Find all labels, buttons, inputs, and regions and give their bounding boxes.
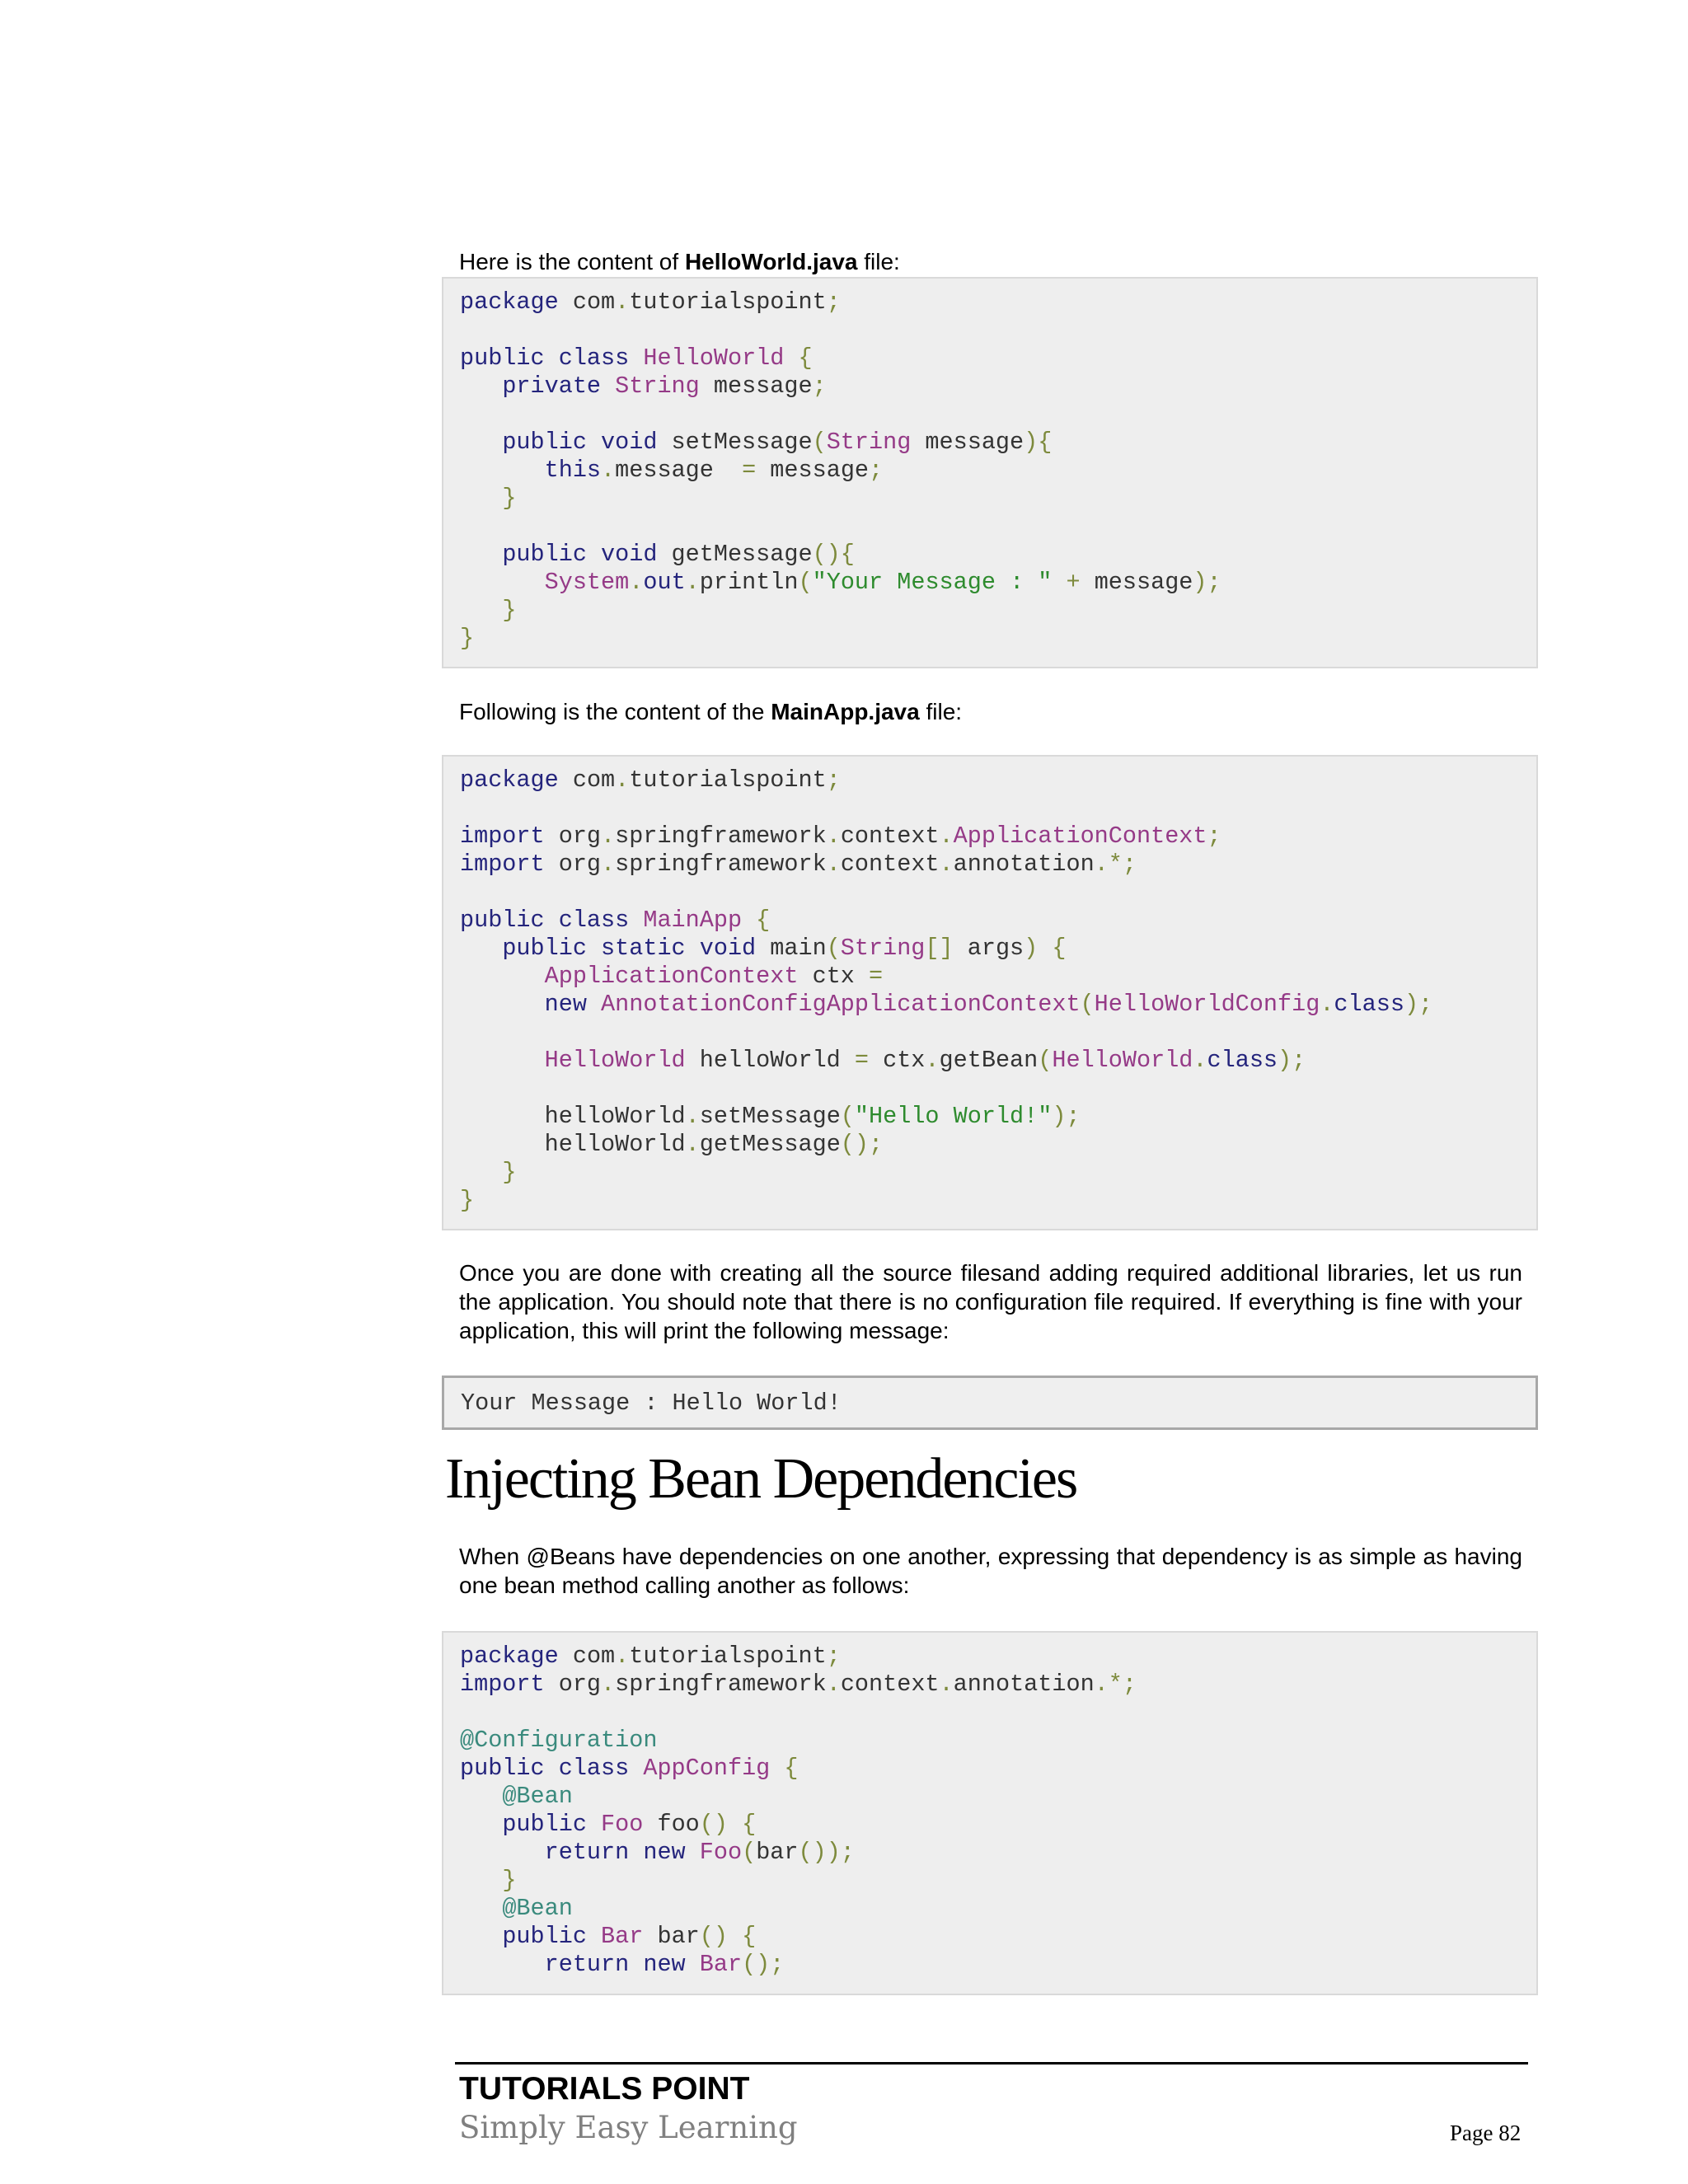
code-token: . — [925, 1047, 940, 1074]
code-token: Foo — [601, 1811, 644, 1838]
footer-divider — [455, 2062, 1528, 2064]
code-token — [460, 373, 502, 400]
code-token: package — [460, 1643, 559, 1670]
code-token: public void — [502, 541, 672, 568]
code-token — [460, 457, 545, 484]
intro-helloworld-filename: HelloWorld.java — [684, 249, 858, 274]
code-token: . — [826, 823, 841, 850]
code-token — [460, 485, 502, 512]
code-token: setMessage — [699, 1103, 841, 1130]
code-token: . — [601, 851, 616, 878]
code-token: (); — [840, 1131, 884, 1158]
code-token: AppConfig — [643, 1755, 771, 1782]
intro-mainapp-text: Following is the content of the — [459, 699, 771, 724]
code-token: getMessage — [699, 1131, 841, 1158]
code-token: public class — [460, 907, 644, 934]
output-block — [442, 1376, 1538, 1430]
code-token: import — [460, 851, 545, 878]
code-token: = — [742, 457, 757, 484]
page-number: Page 82 — [1450, 2121, 1522, 2145]
code-token: HelloWorldConfig — [1094, 991, 1320, 1018]
code-token: message — [699, 373, 813, 400]
code-token: ( — [840, 1103, 855, 1130]
code-token: println — [699, 569, 799, 596]
code-token: (); — [742, 1951, 785, 1978]
code-token: { — [770, 1755, 799, 1782]
code-token: . — [826, 1671, 841, 1698]
code-token: return new — [544, 1839, 700, 1866]
code-token: springframework — [615, 823, 827, 850]
code-token — [460, 935, 502, 962]
code-token: tutorialspoint — [629, 1643, 827, 1670]
code-token: public class — [460, 1755, 644, 1782]
code-token: message — [1094, 569, 1193, 596]
code-token: setMessage — [671, 429, 813, 456]
code-token: . — [685, 1131, 700, 1158]
intro-mainapp — [459, 697, 1522, 726]
code-token: MainApp — [643, 907, 743, 934]
code-token: ); — [1278, 1047, 1306, 1074]
code-token: ); — [1052, 1103, 1081, 1130]
code-token: . — [685, 1103, 700, 1130]
code-token — [460, 1867, 502, 1894]
code-token — [460, 1839, 545, 1866]
code-token: springframework — [615, 851, 827, 878]
code-token: ( — [1080, 991, 1095, 1018]
code-token: ()); — [798, 1839, 855, 1866]
code-token: .*; — [1094, 851, 1137, 878]
code-token: args — [953, 935, 1025, 962]
code-token: System — [544, 569, 630, 596]
code-token: (){ — [812, 541, 855, 568]
dependencies-description: When @Beans have dependencies on one another, expressing that dependency is as simple as having one bean method calling another as follows: — [459, 1544, 1522, 1598]
code-token: .*; — [1094, 1671, 1137, 1698]
code-token: com — [558, 766, 616, 794]
code-token: Bar — [601, 1923, 644, 1950]
code-token: bar — [756, 1839, 799, 1866]
code-token: HelloWorld — [643, 344, 785, 372]
code-token: ); — [1193, 569, 1221, 596]
code-token: } — [460, 625, 475, 652]
code-token — [460, 1159, 502, 1186]
code-token: private — [502, 373, 616, 400]
code-token: ; — [826, 1643, 841, 1670]
code-block-mainapp — [442, 755, 1538, 1230]
code-token: ; — [826, 766, 841, 794]
code-token: public — [502, 1923, 602, 1950]
section-heading: Injecting Bean Dependencies — [445, 1447, 1077, 1511]
intro-mainapp-filename: MainApp.java — [771, 699, 920, 724]
code-token: { — [784, 344, 813, 372]
code-token: } — [502, 1159, 517, 1186]
code-token: message — [615, 457, 743, 484]
code-token: () { — [699, 1811, 757, 1838]
code-token: package — [460, 288, 559, 316]
code-token: . — [1193, 1047, 1207, 1074]
code-token — [460, 991, 545, 1018]
code-token — [460, 1783, 502, 1810]
code-token: } — [502, 597, 517, 624]
code-token: { — [742, 907, 771, 934]
code-token: ctx — [798, 963, 869, 990]
code-token: . — [1320, 991, 1334, 1018]
code-token: public — [502, 1811, 602, 1838]
code-token: "Hello World!" — [854, 1103, 1053, 1130]
code-token: message — [756, 457, 870, 484]
code-token: } — [460, 1187, 475, 1214]
code-token: ( — [798, 569, 813, 596]
code-token: String — [826, 429, 912, 456]
code-token: org — [544, 823, 602, 850]
code-token — [460, 1923, 502, 1950]
code-helloworld — [460, 288, 1536, 653]
code-token: String — [615, 373, 700, 400]
code-token: . — [615, 1643, 630, 1670]
code-token: . — [939, 851, 954, 878]
code-token: out — [643, 569, 686, 596]
code-token: } — [502, 1867, 517, 1894]
code-token: import — [460, 1671, 545, 1698]
code-token: . — [939, 1671, 954, 1698]
code-token: ) { — [1024, 935, 1067, 962]
footer-brand: TUTORIALS POINT — [459, 2071, 750, 2107]
code-mainapp — [460, 766, 1536, 1215]
code-token: context — [840, 823, 940, 850]
code-token: . — [939, 823, 954, 850]
code-token: ( — [742, 1839, 757, 1866]
run-description: Once you are done with creating all the source filesand adding required additional libraries, let us run the application. You should note that there is no configuration file required. If everything is fine with your application, this will print the following message: — [459, 1260, 1522, 1343]
code-token — [460, 1895, 502, 1922]
code-block-appconfig — [442, 1631, 1538, 1995]
code-token: = — [854, 1047, 869, 1074]
code-token: context — [840, 851, 940, 878]
code-token: ; — [869, 457, 884, 484]
code-token — [460, 963, 545, 990]
code-token: ; — [812, 373, 827, 400]
code-token — [460, 541, 502, 568]
code-token: helloWorld — [460, 1103, 686, 1130]
code-token: HelloWorld — [544, 1047, 686, 1074]
code-token: Foo — [699, 1839, 743, 1866]
code-token: . — [685, 569, 700, 596]
code-token: org — [544, 851, 602, 878]
code-token: bar — [643, 1923, 700, 1950]
code-token: return new — [544, 1951, 700, 1978]
code-token — [460, 569, 545, 596]
code-token: String — [840, 935, 926, 962]
code-token: ){ — [1024, 429, 1053, 456]
code-token: main — [770, 935, 827, 962]
code-token: Bar — [699, 1951, 743, 1978]
code-token: com — [558, 288, 616, 316]
code-token: import — [460, 823, 545, 850]
code-token: ( — [812, 429, 827, 456]
code-token — [460, 1811, 502, 1838]
code-token: @Bean — [502, 1895, 573, 1922]
code-token: . — [615, 288, 630, 316]
code-token: com — [558, 1643, 616, 1670]
code-token: [] — [925, 935, 954, 962]
code-token: () { — [699, 1923, 757, 1950]
code-token: ); — [1404, 991, 1433, 1018]
intro-helloworld-suffix: file: — [857, 249, 900, 274]
footer-tagline: Simply Easy Learning — [459, 2110, 798, 2145]
code-token: org — [544, 1671, 602, 1698]
intro-helloworld-text: Here is the content of — [459, 249, 685, 274]
code-token: ; — [1207, 823, 1221, 850]
code-token — [460, 597, 502, 624]
code-token: package — [460, 766, 559, 794]
code-token: class — [1334, 991, 1404, 1018]
code-token: ApplicationContext — [953, 823, 1207, 850]
code-token: @Configuration — [460, 1727, 658, 1754]
code-token: . — [615, 766, 630, 794]
code-token — [460, 429, 502, 456]
code-token: ( — [1038, 1047, 1053, 1074]
code-token: tutorialspoint — [629, 288, 827, 316]
output-text: Your Message : Hello World! — [461, 1390, 842, 1417]
code-token: . — [826, 851, 841, 878]
code-token: ( — [826, 935, 841, 962]
code-token: ; — [826, 288, 841, 316]
code-token: springframework — [615, 1671, 827, 1698]
code-token: . — [601, 1671, 616, 1698]
code-token: class — [1207, 1047, 1278, 1074]
code-token: + — [1052, 569, 1095, 596]
code-token: public class — [460, 344, 644, 372]
code-token: "Your Message : " — [812, 569, 1053, 596]
code-token: this — [544, 457, 602, 484]
code-token — [460, 1047, 545, 1074]
code-token: . — [629, 569, 644, 596]
code-token: message — [911, 429, 1025, 456]
code-token: tutorialspoint — [629, 766, 827, 794]
code-token: HelloWorld — [1052, 1047, 1193, 1074]
code-token: annotation — [953, 1671, 1095, 1698]
code-token: public static void — [502, 935, 771, 962]
code-token: new — [544, 991, 602, 1018]
code-appconfig — [460, 1643, 1536, 1979]
code-token: . — [601, 823, 616, 850]
code-token: . — [601, 457, 616, 484]
code-token: = — [869, 963, 884, 990]
code-token: ApplicationContext — [544, 963, 799, 990]
code-token — [460, 1951, 545, 1978]
code-block-helloworld — [442, 277, 1538, 668]
code-token: helloWorld — [460, 1131, 686, 1158]
code-token: ctx — [869, 1047, 926, 1074]
code-token: context — [840, 1671, 940, 1698]
code-token: helloWorld — [685, 1047, 855, 1074]
code-token: public void — [502, 429, 672, 456]
code-token: } — [502, 485, 517, 512]
code-token: getBean — [939, 1047, 1039, 1074]
code-token: @Bean — [502, 1783, 573, 1810]
code-token: foo — [643, 1811, 700, 1838]
code-token: getMessage — [671, 541, 813, 568]
intro-helloworld — [459, 247, 1522, 276]
intro-mainapp-suffix: file: — [919, 699, 963, 724]
code-token: annotation — [953, 851, 1095, 878]
code-token: AnnotationConfigApplicationContext — [601, 991, 1081, 1018]
